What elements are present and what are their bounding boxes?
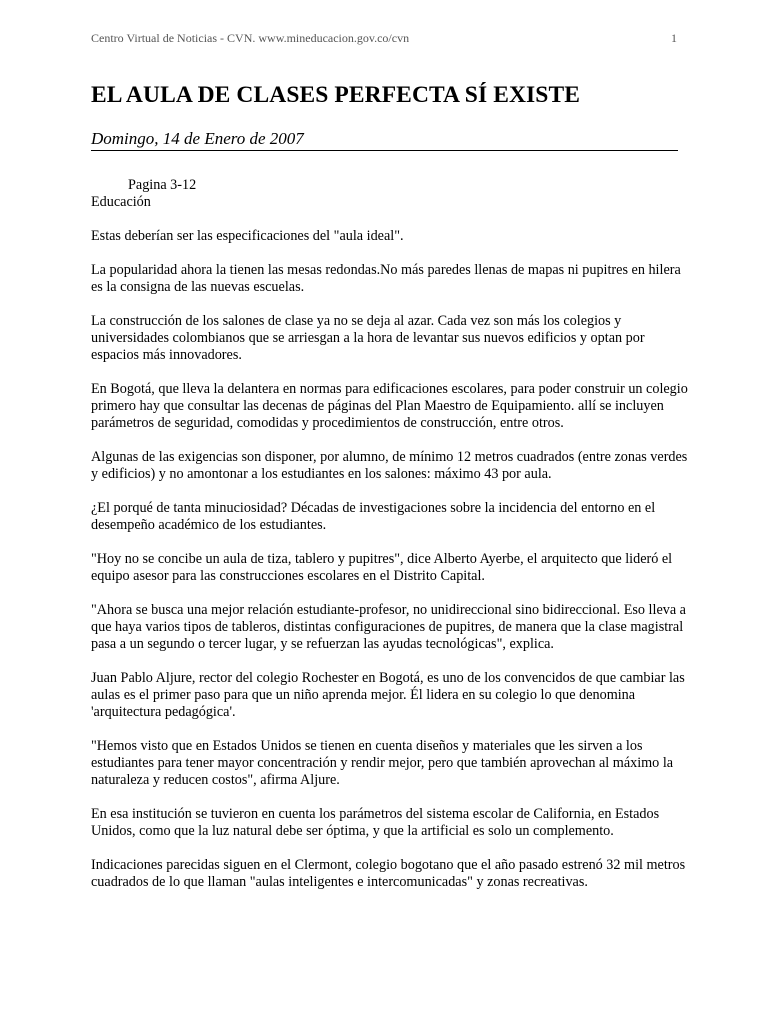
paragraph: En Bogotá, que lleva la delantera en normas para edificaciones escolares, para poder construir un colegio primero hay que consultar las decenas de páginas del Plan Maestro de Equipamiento. allí se incluyen parámetros de seguridad, comodidas y procedimientos de construcción, entre otros. — [91, 381, 688, 431]
paragraph: Indicaciones parecidas siguen en el Clermont, colegio bogotano que el año pasado estrenó 32 mil metros cuadrados de lo que llaman "aulas inteligentes e intercomunicadas" y zonas recreativas. — [91, 857, 686, 890]
paragraph: En esa institución se tuvieron en cuenta los parámetros del sistema escolar de California, en Estados Unidos, como que la luz natural debe ser óptima, y que la artificial es solo un complemento. — [91, 806, 660, 839]
paragraph: Estas deberían ser las especificaciones del "aula ideal". — [91, 228, 404, 244]
paragraph: "Ahora se busca una mejor relación estudiante-profesor, no unidireccional sino bidireccional. Eso lleva a que haya varios tipos de tableros, distintas configuraciones de pupitres, de manera que la clase magistral pasa a un segundo o tercer lugar, y se refuerzan las ayudas tecnológicas", explica. — [91, 602, 686, 652]
paragraph: La construcción de los salones de clase ya no se deja al azar. Cada vez son más los colegios y universidades colombianos que se arriesgan a la hora de levantar sus nuevos edificios y optan por espacios más innovadores. — [91, 313, 645, 363]
paragraph: "Hemos visto que en Estados Unidos se tienen en cuenta diseños y materiales que les sirven a los estudiantes para tener mayor concentración y rendir mejor, pero que también aprovechan al máximo la naturaleza y reducen costos", afirma Aljure. — [91, 738, 674, 788]
title-divider — [91, 150, 678, 151]
page-number: 1 — [671, 31, 677, 45]
running-header — [91, 31, 677, 46]
paragraph: La popularidad ahora la tienen las mesas redondas.No más paredes llenas de mapas ni pupitres en hilera es la consigna de las nuevas escuelas. — [91, 262, 681, 295]
page-reference: Pagina 3-12 — [128, 177, 197, 193]
section-label: Educación — [91, 194, 151, 210]
article-date: Domingo, 14 de Enero de 2007 — [91, 129, 304, 148]
paragraph: Algunas de las exigencias son disponer, por alumno, de mínimo 12 metros cuadrados (entre zonas verdes y edificios) y no amontonar a los estudiantes en los salones: máximo 43 por aula. — [91, 449, 688, 482]
article-body — [91, 177, 691, 908]
paragraph: ¿El porqué de tanta minuciosidad? Décadas de investigaciones sobre la incidencia del entorno en el desempeño académico de los estudiantes. — [91, 500, 656, 533]
article-title: EL AULA DE CLASES PERFECTA SÍ EXISTE — [91, 82, 580, 108]
paragraph: "Hoy no se concibe un aula de tiza, tablero y pupitres", dice Alberto Ayerbe, el arquitecto que lideró el equipo asesor para las construcciones escolares en el Distrito Capital. — [91, 551, 673, 584]
paragraph: Juan Pablo Aljure, rector del colegio Rochester en Bogotá, es uno de los convencidos de que cambiar las aulas es el primer paso para que un niño aprenda mejor. Él lidera en su colegio lo que denomina 'arquitectura pedagógica'. — [91, 670, 685, 720]
source-line: Centro Virtual de Noticias - CVN. www.mineducacion.gov.co/cvn — [91, 31, 410, 45]
